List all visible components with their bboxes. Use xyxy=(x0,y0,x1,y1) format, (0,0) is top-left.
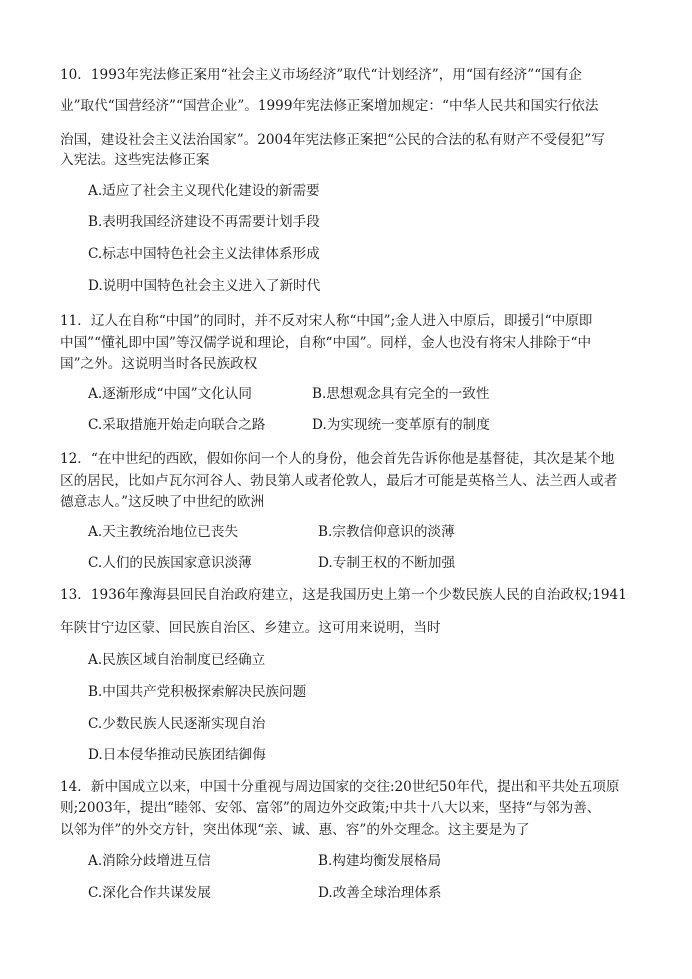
option-b[interactable]: B.宗教信仰意识的淡薄 xyxy=(318,524,455,540)
question-stem-line: 10．1993年宪法修正案用“社会主义市场经济”取代“计划经济”，用“国有经济”“国有企 xyxy=(60,67,582,83)
option-c[interactable]: C.人们的民族国家意识淡薄 xyxy=(88,555,252,571)
question-stem-line: 以邻为伴”的外交方针，突出体现“亲、诚、惠、容”的外交理念。这主要是为了 xyxy=(60,822,530,838)
option-c[interactable]: C.标志中国特色社会主义法律体系形成 xyxy=(88,246,320,262)
option-c[interactable]: C.少数民族人民逐渐实现自治 xyxy=(88,716,266,732)
question-stem-line: 入宪法。这些宪法修正案 xyxy=(60,152,210,168)
option-b[interactable]: B.构建均衡发展格局 xyxy=(318,853,442,869)
question-stem-line: 则;2003年，提出“睦邻、安邻、富邻”的周边外交政策;中共十八大以来，坚持“与邻为善、 xyxy=(60,800,601,816)
option-a[interactable]: A.逐渐形成“中国”文化认同 xyxy=(88,386,252,402)
option-b[interactable]: B.中国共产党积极探索解决民族问题 xyxy=(88,684,307,700)
option-d[interactable]: D.专制王权的不断加强 xyxy=(318,555,456,571)
question-stem-line: 德意志人。”这反映了中世纪的欧洲 xyxy=(60,494,265,510)
option-b[interactable]: B.思想观念具有完全的一致性 xyxy=(312,386,490,402)
question-stem-line: 11．辽人在自称“中国”的同时，并不反对宋人称“中国”;金人进入中原后，即援引“中原即 xyxy=(60,313,593,329)
option-c[interactable]: C.采取措施开始走向联合之路 xyxy=(88,417,266,433)
option-d[interactable]: D.改善全球治理体系 xyxy=(318,885,442,901)
option-c[interactable]: C.深化合作共谋发展 xyxy=(88,885,211,901)
option-a[interactable]: A.适应了社会主义现代化建设的新需要 xyxy=(88,183,320,199)
question-stem-line: 区的居民，比如卢瓦尔河谷人、勃艮第人或者伦敦人，最后才可能是英格兰人、法兰西人或者 xyxy=(60,473,618,489)
question-stem-line: 业”取代“国营经济”“国营企业”。1999年宪法修正案增加规定：“中华人民共和国实行依法 xyxy=(60,98,599,114)
question-stem-line: 中国”“懂礼即中国”等汉儒学说和理论，自称“中国”。同样，金人也没有将宋人排除于“中 xyxy=(60,335,592,351)
option-a[interactable]: A.民族区域自治制度已经确立 xyxy=(88,652,266,668)
option-a[interactable]: A.消除分歧增进互信 xyxy=(88,853,211,869)
question-stem-line: 14．新中国成立以来，中国十分重视与周边国家的交往:20世纪50年代，提出和平共处五项原 xyxy=(60,779,620,795)
question-stem-line: 国”之外。这说明当时各民族政权 xyxy=(60,356,258,372)
option-a[interactable]: A.天主教统治地位已丧失 xyxy=(88,524,239,540)
question-stem-line: 12．“在中世纪的西欧，假如你问一个人的身份，他会首先告诉你他是基督徒，其次是某个地 xyxy=(60,451,615,467)
question-stem-line: 年陕甘宁边区蒙、回民族自治区、乡建立。这可用来说明，当时 xyxy=(60,620,441,636)
option-b[interactable]: B.表明我国经济建设不再需要计划手段 xyxy=(88,214,320,230)
option-d[interactable]: D.为实现统一变革原有的制度 xyxy=(312,417,490,433)
option-d[interactable]: D.说明中国特色社会主义进入了新时代 xyxy=(88,278,321,294)
option-d[interactable]: D.日本侵华推动民族团结御侮 xyxy=(88,747,266,763)
question-stem-line: 13．1936年豫海县回民自治政府建立，这是我国历史上第一个少数民族人民的自治政权;1941 xyxy=(60,587,627,603)
question-stem-line: 治国，建设社会主义法治国家”。2004年宪法修正案把“公民的合法的私有财产不受侵犯”写 xyxy=(60,132,605,148)
